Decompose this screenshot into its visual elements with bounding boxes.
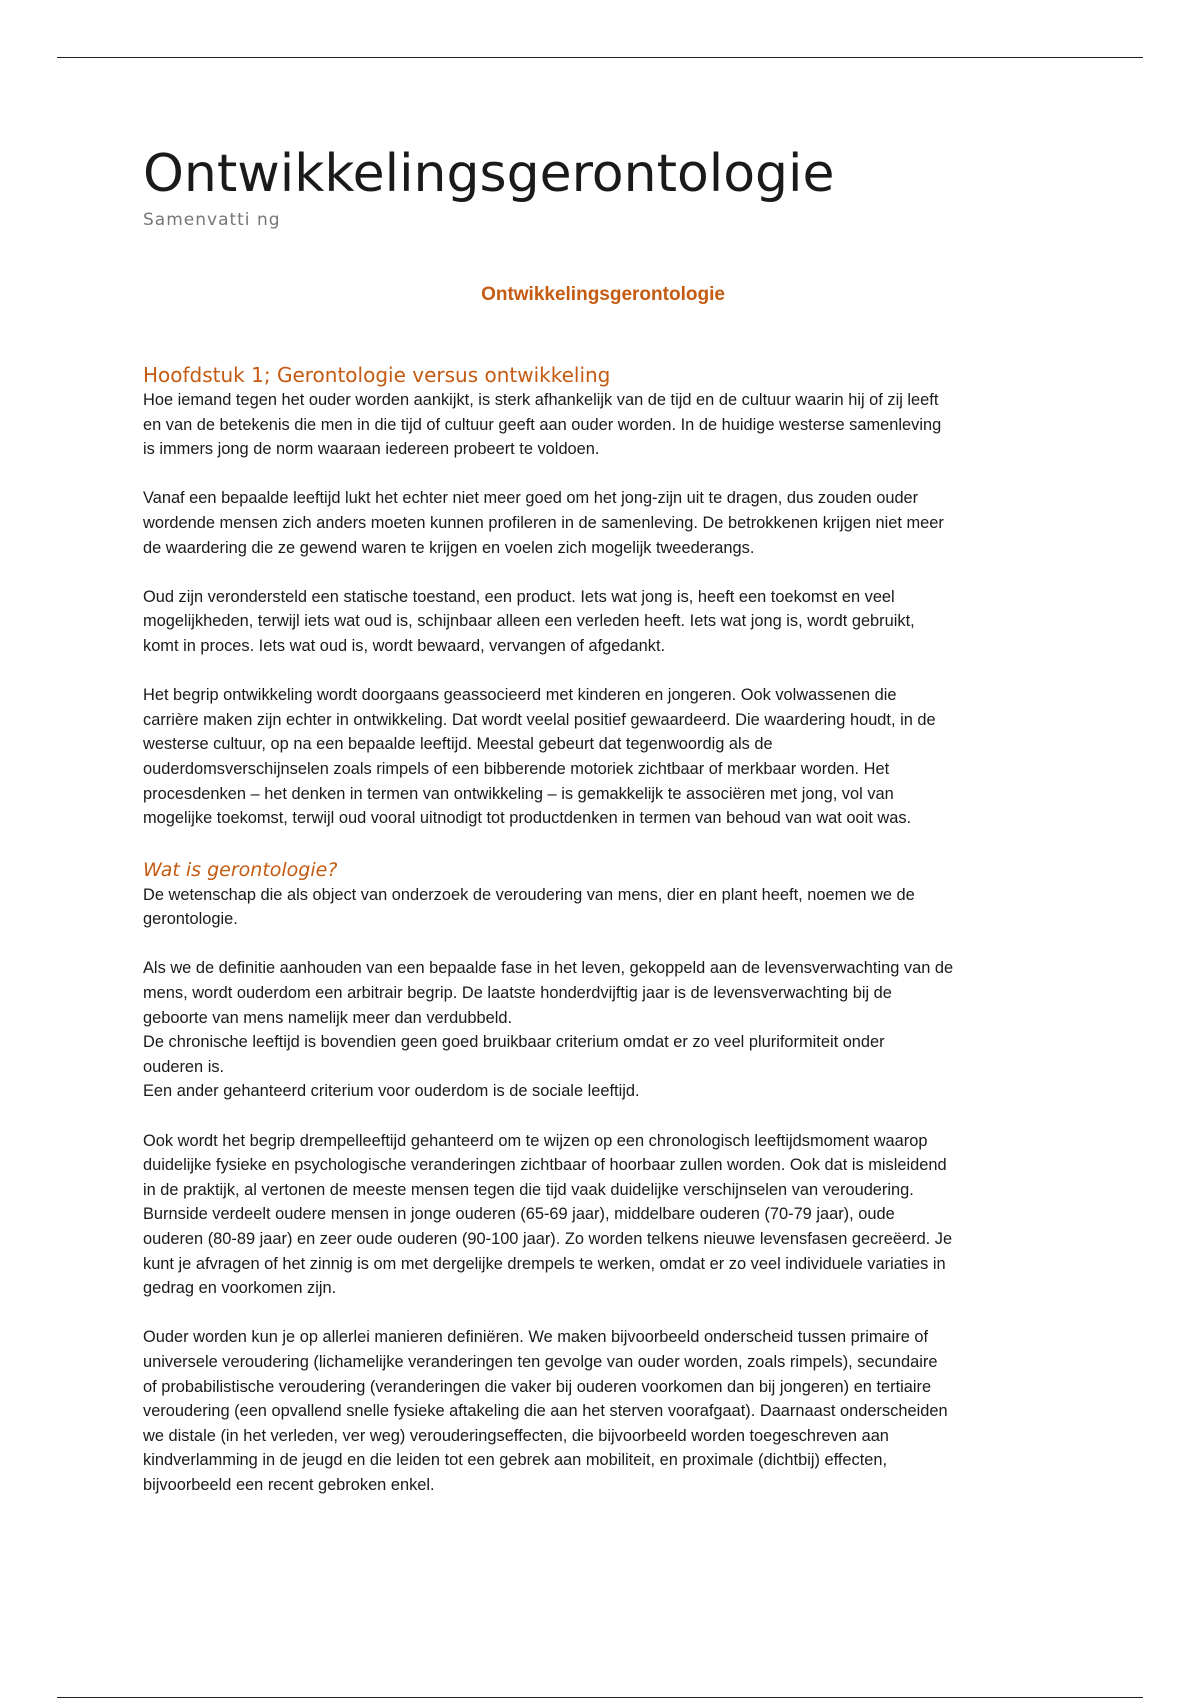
paragraph-line: ouderen (80-89 jaar) en zeer oude ouderen (90-100 jaar). Zo worden telkens nieuwe levensfasen gecreëerd. Je xyxy=(143,1230,953,1248)
paragraph-line: bijvoorbeeld een recent gebroken enkel. xyxy=(143,1475,435,1494)
paragraph-line: kindverlamming in de jeugd en die leiden tot een gebrek aan mobiliteit, en proximale (dichtbij) effecten, xyxy=(143,1451,888,1470)
chapter-1-heading: Hoofdstuk 1; Gerontologie versus ontwikkeling xyxy=(143,363,611,387)
paragraph-line: of probabilistische veroudering (veranderingen die vaker bij ouderen voorkomen dan bij jongeren) en tertiaire xyxy=(143,1377,932,1396)
paragraph-line: veroudering (een opvallend snelle fysieke aftakeling die aan het sterven voorafgaat). Daarnaast onderscheiden xyxy=(143,1402,948,1421)
paragraph xyxy=(143,683,1063,831)
paragraph-line: komt in proces. Iets wat oud is, wordt bewaard, vervangen of afgedankt. xyxy=(143,636,666,655)
paragraph-line: gerontologie. xyxy=(143,910,238,929)
paragraph xyxy=(143,388,1063,462)
paragraph xyxy=(143,1129,1063,1301)
document-body xyxy=(143,138,1063,1498)
top-rule xyxy=(57,57,1143,58)
paragraph-line: carrière maken zijn echter in ontwikkeling. Dat wordt veelal positief gewaardeerd. Die waardering houdt, in de xyxy=(143,710,936,729)
paragraph-line: ouderdomsverschijnselen zoals rimpels of een bibberende motoriek zichtbaar of merkbaar worden. Het xyxy=(143,759,890,778)
paragraph-line: kunt je afvragen of het zinnig is om met dergelijke drempels te werken, omdat er zo veel individuele variaties in xyxy=(143,1254,946,1273)
paragraph-line: De wetenschap die als object van onderzoek de veroudering van mens, dier en plant heeft, noemen we de xyxy=(143,885,915,904)
paragraph-line: wordende mensen zich anders moeten kunnen profileren in de samenleving. De betrokkenen krijgen niet meer xyxy=(143,513,944,532)
document-subtitle: Samenvatti ng xyxy=(143,210,281,230)
paragraph-line: Het begrip ontwikkeling wordt doorgaans geassocieerd met kinderen en jongeren. Ook volwassenen die xyxy=(143,686,897,705)
paragraph-line: Vanaf een bepaalde leeftijd lukt het echter niet meer goed om het jong-zijn uit te dragen, dus zouden ouder xyxy=(143,489,919,508)
paragraph-line: Als we de definitie aanhouden van een bepaalde fase in het leven, gekoppeld aan de levensverwachting van de xyxy=(143,959,954,978)
paragraph-line: Oud zijn verondersteld een statische toestand, een product. Iets wat jong is, heeft een toekomst en veel xyxy=(143,587,895,606)
paragraph-line: Een ander gehanteerd criterium voor ouderdom is de sociale leeftijd. xyxy=(143,1082,640,1101)
paragraph-line: procesdenken – het denken in termen van ontwikkeling – is gemakkelijk te associëren met jong, vol van xyxy=(143,784,894,803)
center-heading: Ontwikkelingsgerontologie xyxy=(481,284,725,305)
paragraph xyxy=(143,883,1063,932)
bottom-rule xyxy=(57,1697,1143,1698)
chapter-1-paragraphs xyxy=(143,388,1063,831)
paragraph-line: in de praktijk, al vertonen de meeste mensen tegen die tijd vaak duidelijke verschijnselen van veroudering. xyxy=(143,1180,914,1199)
paragraph-line: en van de betekenis die men in die tijd of cultuur geeft aan ouder worden. In de huidige westerse samenleving xyxy=(143,415,942,434)
paragraph xyxy=(143,486,1063,560)
paragraph-line: mens, wordt ouderdom een arbitrair begrip. De laatste honderdvijftig jaar is de levensverwachting bij de xyxy=(143,984,892,1003)
paragraph-line: universele veroudering (lichamelijke veranderingen ten gevolge van ouder worden, zoals rimpels), secundaire xyxy=(143,1352,938,1371)
paragraph-line: ouderen is. xyxy=(143,1057,225,1076)
paragraph-line: Ouder worden kun je op allerlei manieren definiëren. We maken bijvoorbeeld onderscheid tussen primaire of xyxy=(143,1328,929,1347)
section-heading-gerontologie: Wat is gerontologie? xyxy=(143,858,338,881)
paragraph-line: duidelijke fysieke en psychologische veranderingen zichtbaar of hoorbaar zullen worden. Ook dat is misleidend xyxy=(143,1156,947,1175)
paragraph-line: Hoe iemand tegen het ouder worden aankijkt, is sterk afhankelijk van de tijd en de cultuur waarin hij of zij leeft xyxy=(143,391,939,409)
document-title: Ontwikkelingsgerontologie xyxy=(143,144,835,204)
paragraph-line: is immers jong de norm waaraan iedereen probeert te voldoen. xyxy=(143,440,600,459)
paragraph-line: mogelijkheden, terwijl iets wat oud is, schijnbaar alleen een verleden heeft. Iets wat jong is, wordt gebruikt, xyxy=(143,612,915,631)
paragraph-line: westerse cultuur, op na een bepaalde leeftijd. Meestal gebeurt dat tegenwoordig als de xyxy=(143,735,773,754)
paragraph-line: De chronische leeftijd is bovendien geen goed bruikbaar criterium omdat er zo veel pluriformiteit onder xyxy=(143,1033,885,1052)
paragraph xyxy=(143,956,1063,1104)
paragraph-line: de waardering die ze gewend waren te krijgen en voelen zich mogelijk tweederangs. xyxy=(143,538,755,557)
paragraph-line: geboorte van mens namelijk meer dan verdubbeld. xyxy=(143,1008,513,1027)
section-gerontologie-paragraphs xyxy=(143,883,1063,1498)
paragraph-line: mogelijke toekomst, terwijl oud vooral uitnodigt tot productdenken in termen van behoud van wat ooit was. xyxy=(143,809,912,828)
paragraph-line: we distale (in het verleden, ver weg) verouderingseffecten, die bijvoorbeeld worden toegeschreven aan xyxy=(143,1426,889,1445)
paragraph xyxy=(143,585,1063,659)
paragraph-line: Ook wordt het begrip drempelleeftijd gehanteerd om te wijzen op een chronologisch leeftijdsmoment waarop xyxy=(143,1131,928,1150)
paragraph-line: gedrag en voorkomen zijn. xyxy=(143,1279,337,1298)
paragraph-line: Burnside verdeelt oudere mensen in jonge ouderen (65-69 jaar), middelbare ouderen (70-79 jaar), oude xyxy=(143,1205,895,1224)
paragraph xyxy=(143,1325,1063,1497)
